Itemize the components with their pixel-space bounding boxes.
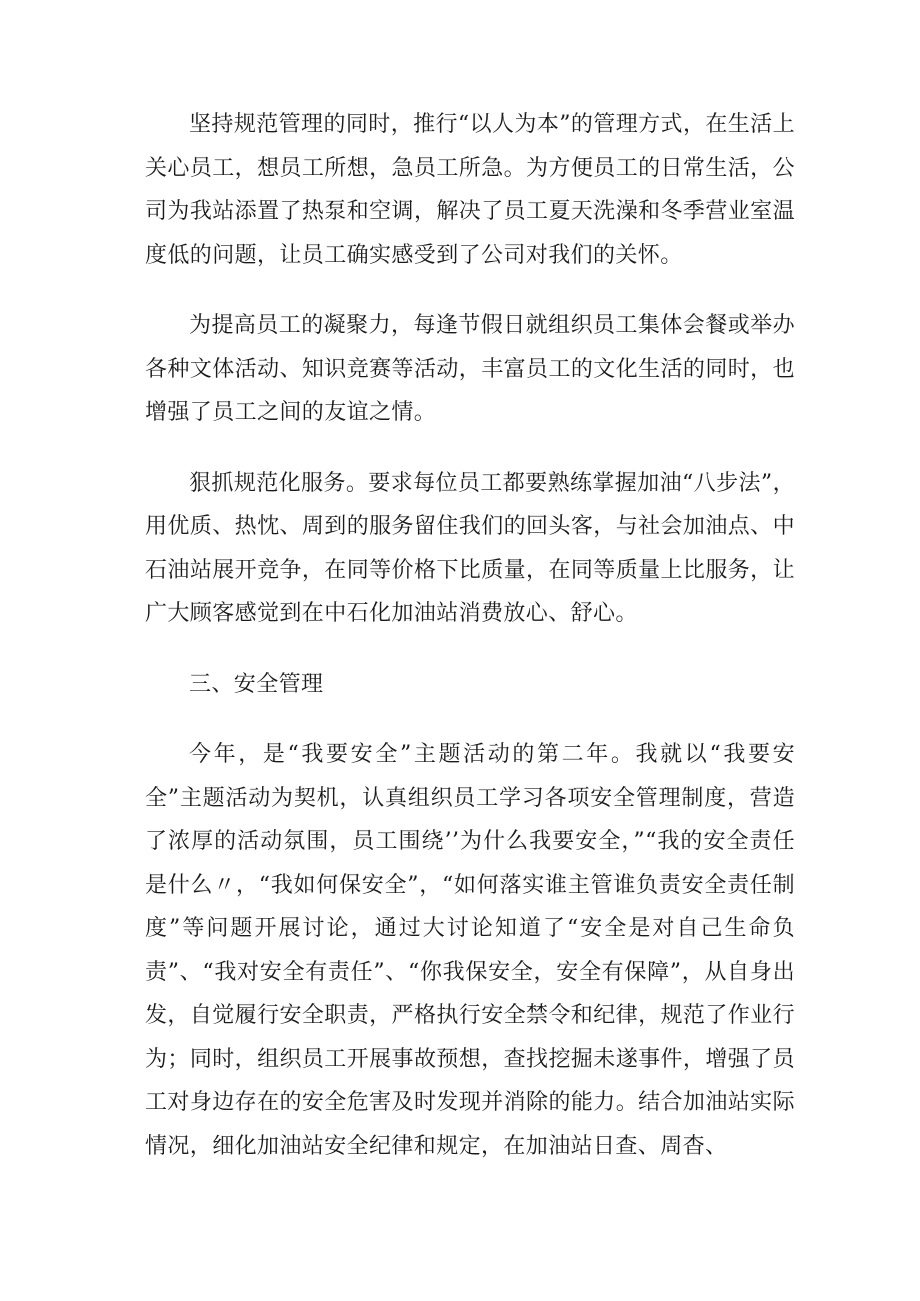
paragraph-safety-campaign: 今年，是“我要安全”主题活动的第二年。我就以“我要安全”主题活动为契机，认真组织员工学习各项安全管理制度，营造了浓厚的活动氛围，员工围绕’’为什么我要安全，”“我的安全责任是什么〃，“我如何保安全”，“如何落实谁主管谁负责安全责任制度”等问题开展讨论，通过大讨论知道了“安全是对自己生命负责”、“我对安全有责任”、“你我保安全，安全有保障”，从自身出发，自觉履行安全职责，严格执行安全禁令和纪律，规范了作业行为；同时，组织员工开展事故预想，查找挖掘未遂事件，增强了员工对身边存在的安全危害及时发现并消除的能力。结合加油站实际情况，细化加油站安全纪律和规定，在加油站日查、周杳、 [145, 742, 795, 1159]
paragraph-team-cohesion: 为提高员工的凝聚力，每逢节假日就组织员工集体会餐或举办各种文体活动、知识竞赛等活动，丰富员工的文化生活的同时，也增强了员工之间的友谊之情。 [145, 313, 795, 425]
paragraph-care-for-employees: 坚持规范管理的同时，推行“以人为本”的管理方式，在生活上关心员工，想员工所想，急员工所急。为方便员工的日常生活，公司为我站添置了热泵和空调，解决了员工夏天洗澡和冬季营业室温度低的问题，让员工确实感受到了公司对我们的关怀。 [145, 112, 795, 268]
section-heading-safety-management: 三、安全管理 [189, 671, 324, 697]
document-body [145, 103, 795, 1195]
paragraph-standardized-service: 狠抓规范化服务。要求每位员工都要熟练掌握加油“八步法”，用优质、热忱、周到的服务留住我们的回头客，与社会加油点、中石油站展开竞争，在同等价格下比质量，在同等质量上比服务，让广大顾客感觉到在中石化加油站消费放心、舒心。 [145, 470, 795, 626]
